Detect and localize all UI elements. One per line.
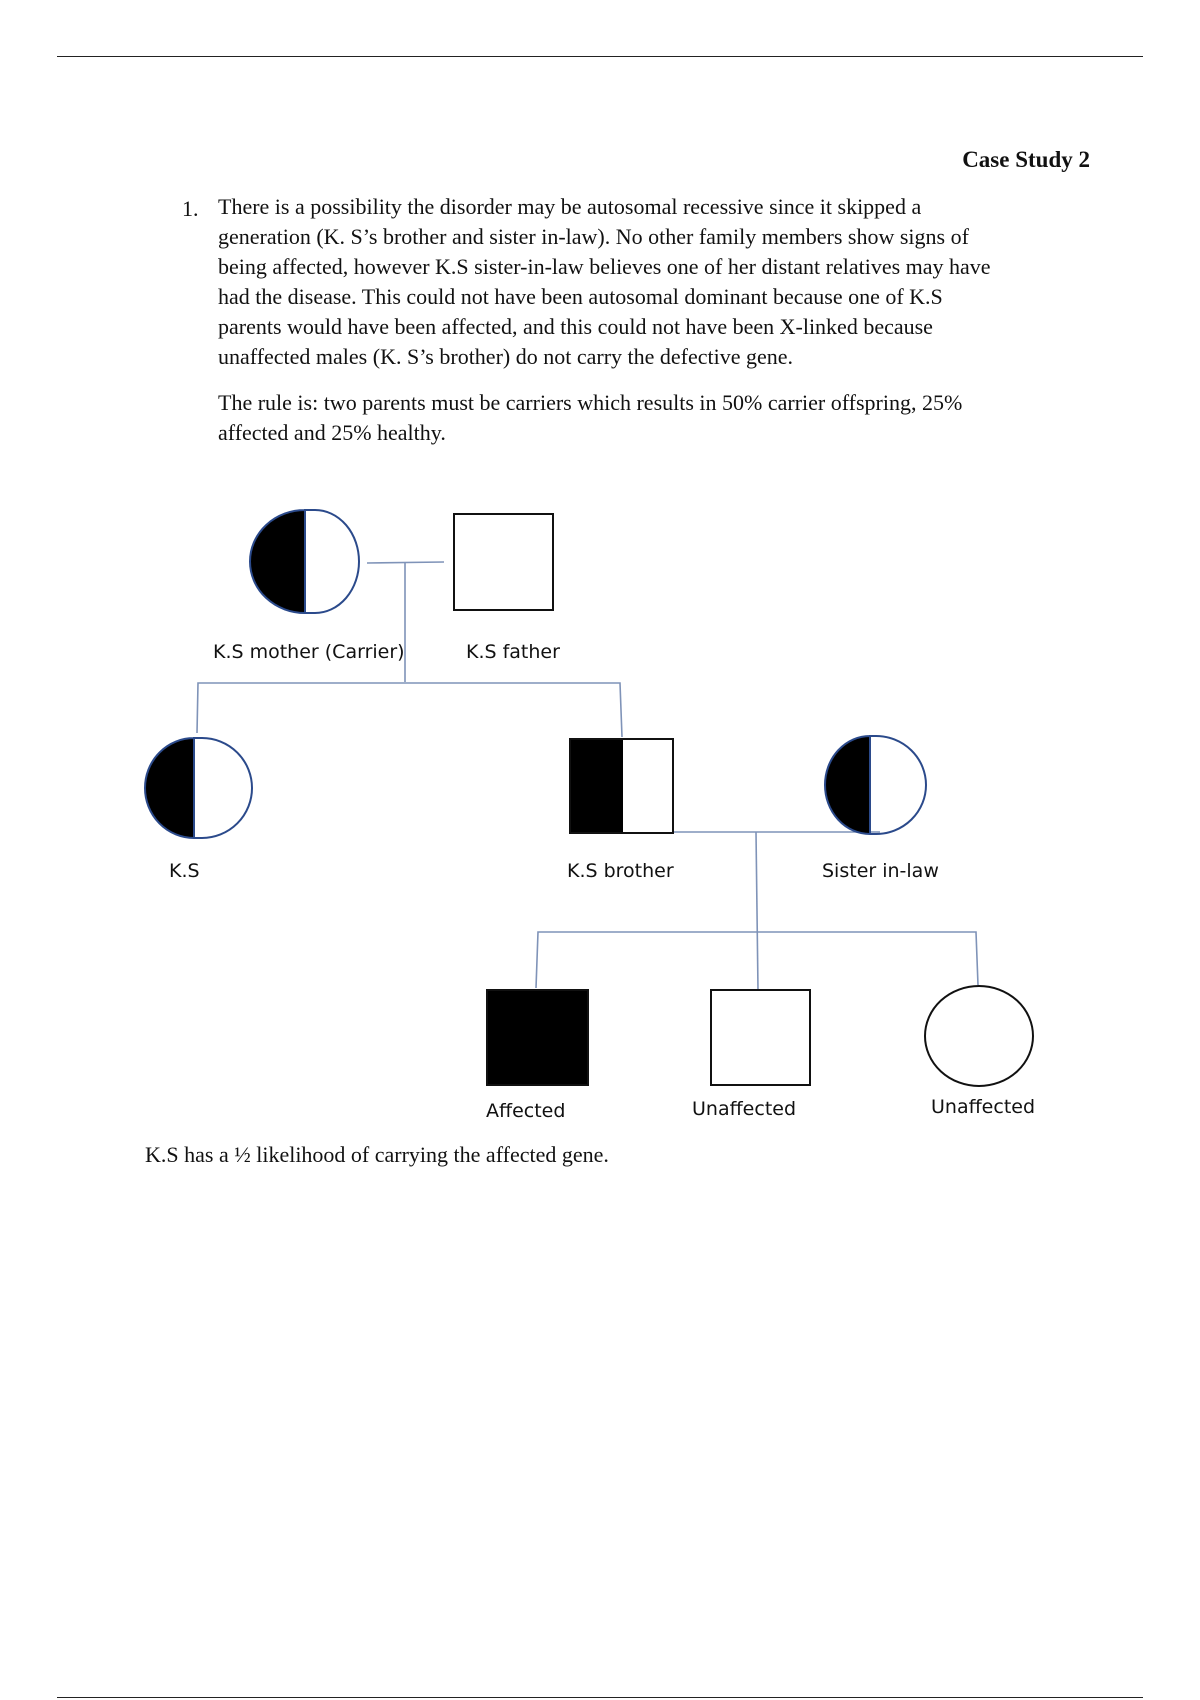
paragraph-line: affected and 25% healthy. — [218, 420, 446, 445]
paragraph-line: being affected, however K.S sister-in-law believes one of her distant relatives may have — [218, 254, 991, 279]
affected-label: Affected — [486, 1100, 566, 1122]
carrier-half-fill — [825, 736, 870, 834]
paragraph-line: parents would have been affected, and this could not have been X-linked because — [218, 314, 933, 339]
list-number: 1. — [182, 196, 199, 221]
sibship-line-generation-2 — [197, 683, 622, 737]
unaffected-daughter-label: Unaffected — [931, 1096, 1036, 1118]
mating-line-parents — [367, 562, 444, 563]
conclusion-text: K.S has a ½ likelihood of carrying the affected gene. — [145, 1142, 609, 1167]
unaffected-son-label: Unaffected — [692, 1098, 797, 1120]
affected-son-symbol — [487, 990, 588, 1085]
father-label: K.S father — [466, 641, 560, 663]
ks-label: K.S — [169, 860, 200, 882]
paragraph-line: The rule is: two parents must be carriers which results in 50% carrier offspring, 25% — [218, 390, 963, 415]
mother-label: K.S mother (Carrier) — [213, 641, 405, 663]
unaffected-son-symbol — [711, 990, 810, 1085]
mother-symbol — [250, 510, 359, 613]
paragraph-line: had the disease. This could not have been autosomal dominant because one of K.S — [218, 284, 943, 309]
brother-label: K.S brother — [567, 860, 674, 882]
sister-in-law-label: Sister in-law — [822, 860, 939, 882]
ks-symbol — [145, 738, 252, 838]
case-study-heading: Case Study 2 — [962, 147, 1090, 172]
carrier-half-fill — [250, 510, 305, 613]
paragraph-line: generation (K. S’s brother and sister in-law). No other family members show signs of — [218, 224, 969, 249]
paragraph-line: There is a possibility the disorder may be autosomal recessive since it skipped a — [218, 194, 922, 219]
carrier-half-fill — [570, 739, 623, 833]
paragraph-line: unaffected males (K. S’s brother) do not carry the defective gene. — [218, 344, 794, 369]
father-symbol — [454, 514, 553, 610]
descent-line-brother — [756, 832, 758, 990]
bottom-rule — [57, 1697, 1143, 1698]
carrier-half-fill — [145, 738, 194, 838]
sister-in-law-symbol — [825, 736, 926, 834]
brother-symbol — [570, 739, 673, 833]
unaffected-daughter-symbol — [925, 986, 1033, 1086]
